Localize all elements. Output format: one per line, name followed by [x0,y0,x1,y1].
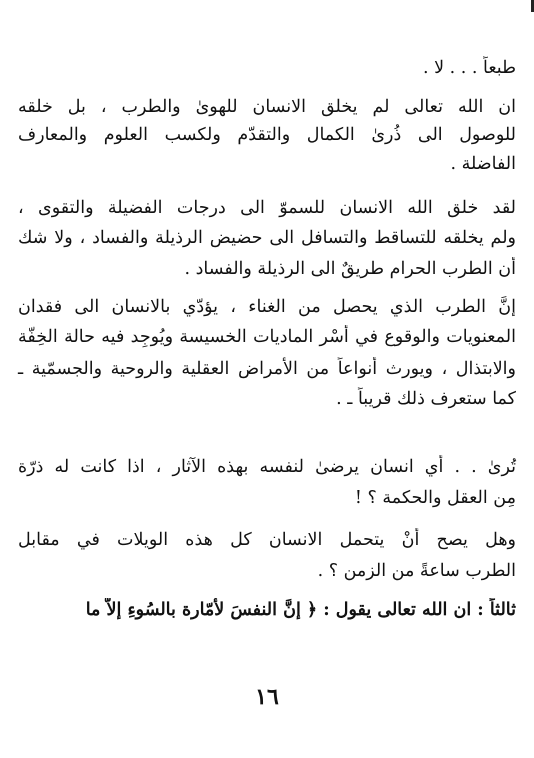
text-line-7: أن الطرب الحرام طريقٌ الى الرذيلة والفساد . [184,259,516,279]
text-line-15: الطرب ساعةً من الزمن ؟ . [317,561,516,581]
text-line-2: ان الله تعالى لم يخلق الانسان للهوىٰ والطرب ، بل خلقه [18,97,516,117]
text-line-10: والابتذال ، ويورث أنواعاً من الأمراض العقلية والروحية والجسمّية ـ [18,359,516,379]
text-line-3: للوصول الى ذُرىٰ الكمال والتقدّم ولكسب العلوم والمعارف [18,125,516,145]
text-line-16: ثالثاً : ان الله تعالى يقول : ﴿ إنَّ النفسَ لأمّارة بالسُوءِ إلاّ ما [85,600,516,620]
text-line-1: طبعاً . . . لا . [422,58,516,78]
text-line-5: لقد خلق الله الانسان للسموّ الى درجات الفضيلة والتقوى ، [18,198,517,218]
text-line-9: المعنويات والوقوع في أسْر الماديات الخسيسة ويُوجِد فيه حالة الخِفّة [18,327,516,347]
text-line-4: الفاضلة . [450,154,516,174]
text-line-12: تُرىٰ . . أي انسان يرضىٰ لنفسه بهذه الآثار ، اذا كانت له ذرّة [18,457,516,477]
text-line-13: مِن العقل والحكمة ؟ ! [354,488,516,508]
text-line-14: وهل يصح أنْ يتحمل الانسان كل هذه الويلات في مقابل [18,530,517,550]
text-line-11: كما ستعرف ذلك قريباً ـ . [336,389,516,409]
text-line-8: إنَّ الطرب الذي يحصل من الغناء ، يؤدّي بالانسان الى فقدان [18,297,516,317]
page-number: ١٦ [255,684,279,710]
text-line-6: ولم يخلقه للتساقط والتسافل الى حضيض الرذيلة والفساد ، ولا شك [18,228,516,248]
